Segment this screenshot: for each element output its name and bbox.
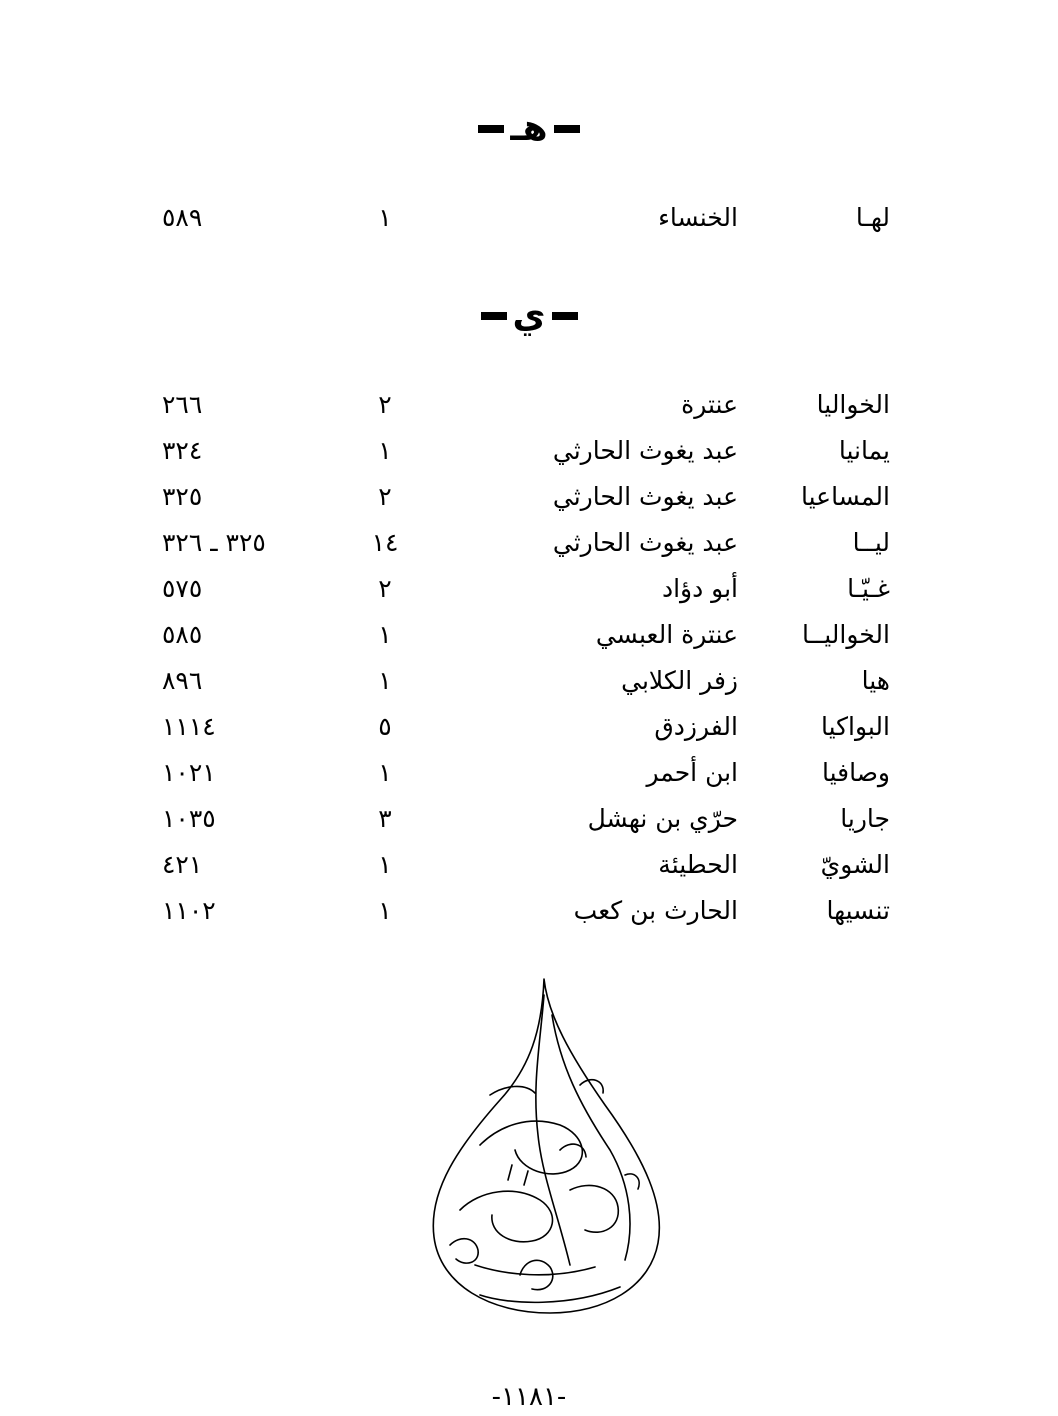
index-row: [0, 753, 1058, 793]
page-refs: ٥٨٩: [162, 203, 203, 232]
index-row: [0, 523, 1058, 563]
index-row: [0, 615, 1058, 655]
rhyme-word: لهـا: [855, 203, 890, 232]
rhyme-word: تنسيها: [826, 896, 890, 925]
emblem-text: دار الغواص: [542, 1175, 548, 1176]
verse-count: ١: [378, 620, 392, 649]
verse-count: ١: [378, 436, 392, 465]
page-refs: ٤٢١: [162, 850, 203, 879]
page-refs: ٣٢٥ ـ ٣٢٦: [162, 528, 266, 557]
index-row: [0, 569, 1058, 609]
verse-count: ١: [378, 896, 392, 925]
poet-name: حرّي بن نهشل: [587, 804, 738, 833]
poet-name: الحارث بن كعب: [573, 896, 738, 925]
rhyme-word: البواكيا: [820, 712, 890, 741]
heading-bar-left: [481, 312, 507, 320]
poet-name: عبد يغوث الحارثي: [552, 482, 738, 511]
section-letter: هـ: [510, 108, 548, 149]
heading-bar-left: [478, 125, 504, 133]
verse-count: ٢: [378, 482, 392, 511]
page-refs: ١٠٢١: [162, 758, 216, 787]
poet-name: الخنساء: [658, 203, 738, 232]
page-refs: ٢٦٦: [162, 390, 203, 419]
index-row: [0, 198, 1058, 238]
page-refs: ٥٨٥: [162, 620, 203, 649]
rhyme-word: الخواليا: [816, 390, 890, 419]
page-refs: ١٠٣٥: [162, 804, 216, 833]
rhyme-word: المساعيا: [800, 482, 890, 511]
page-refs: ١١١٤: [162, 712, 216, 741]
page-number: -١١٨١-: [491, 1382, 567, 1412]
rhyme-word: وصافيا: [821, 758, 890, 787]
verse-count: ٢: [378, 390, 392, 419]
index-row: [0, 431, 1058, 471]
poet-name: عنترة: [681, 390, 738, 419]
poet-name: عنترة العبسي: [595, 620, 738, 649]
section-heading-ha: [0, 108, 1058, 149]
calligraphy-drop-emblem-icon: [420, 975, 670, 1320]
poet-name: الحطيئة: [658, 850, 738, 879]
verse-count: ١: [378, 850, 392, 879]
rhyme-word: ليــا: [852, 528, 890, 557]
poet-name: أبو دؤاد: [661, 574, 738, 603]
heading-bar-right: [552, 312, 578, 320]
rhyme-word: جاريا: [840, 804, 890, 833]
page-refs: ٣٢٥: [162, 482, 203, 511]
heading-bar-right: [554, 125, 580, 133]
verse-count: ١: [378, 758, 392, 787]
rhyme-word: غـيّـا: [847, 574, 890, 603]
poet-name: الفرزدق: [654, 712, 738, 741]
index-row: [0, 707, 1058, 747]
index-row: [0, 891, 1058, 931]
rhyme-word: الشويّ: [820, 850, 890, 879]
page-refs: ١١٠٢: [162, 896, 216, 925]
rhyme-word: هيا: [861, 666, 890, 695]
poet-name: ابن أحمر: [646, 758, 738, 787]
page-refs: ٥٧٥: [162, 574, 203, 603]
verse-count: ١: [378, 666, 392, 695]
verse-count: ١٤: [371, 528, 399, 557]
poet-name: عبد يغوث الحارثي: [552, 528, 738, 557]
section-letter: ي: [512, 295, 546, 336]
verse-count: ٣: [378, 804, 392, 833]
poet-name: عبد يغوث الحارثي: [552, 436, 738, 465]
verse-count: ١: [378, 203, 392, 232]
index-row: [0, 661, 1058, 701]
index-row: [0, 845, 1058, 885]
index-row: [0, 799, 1058, 839]
rhyme-word: يمانيا: [838, 436, 890, 465]
section-heading-ya: [0, 295, 1058, 336]
poet-name: زفر الكلابي: [621, 666, 738, 695]
index-row: [0, 477, 1058, 517]
rhyme-word: الخواليــا: [802, 620, 890, 649]
verse-count: ٢: [378, 574, 392, 603]
page-refs: ٨٩٦: [162, 666, 203, 695]
index-row: [0, 385, 1058, 425]
verse-count: ٥: [378, 712, 392, 741]
page-refs: ٣٢٤: [162, 436, 203, 465]
